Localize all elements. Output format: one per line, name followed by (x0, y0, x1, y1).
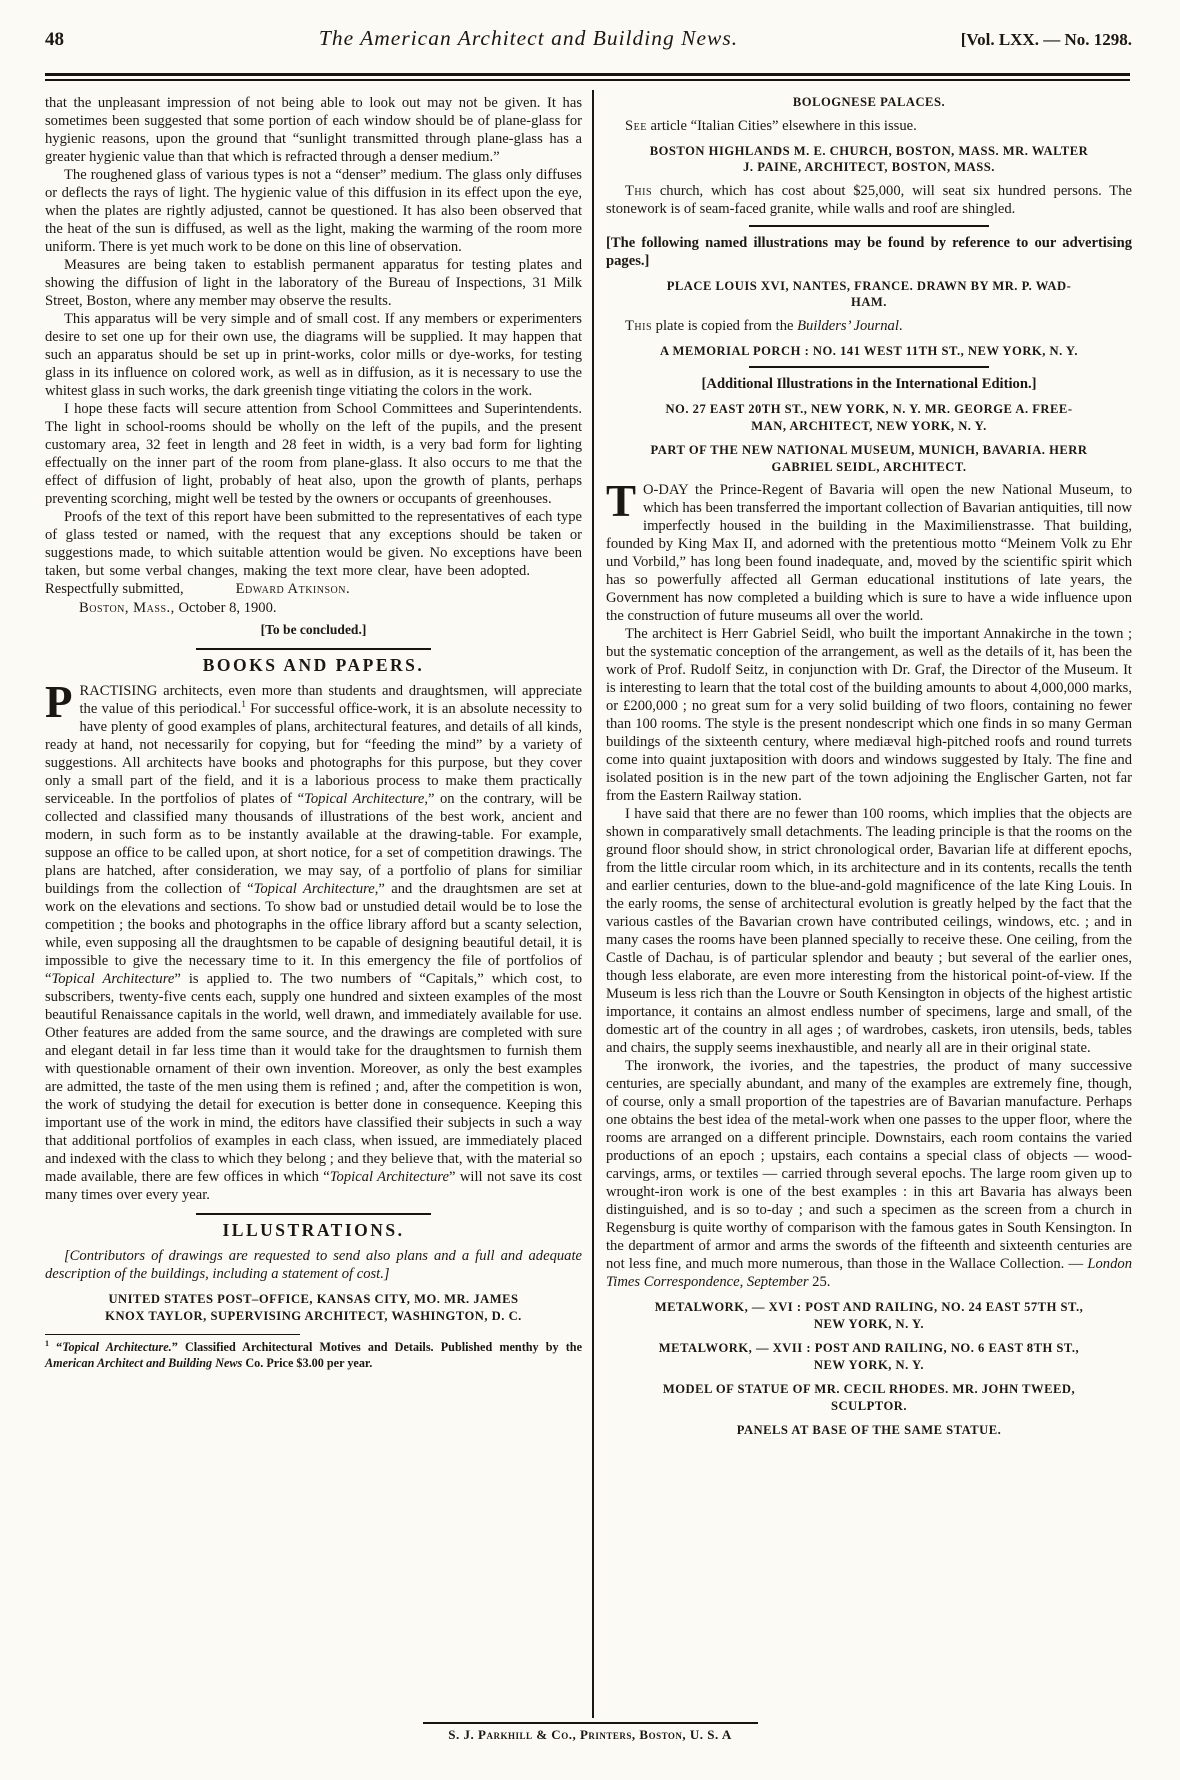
printer-imprint: S. J. Parkhill & Co., Printers, Boston, U. S. A (448, 1727, 732, 1742)
museum-article-paragraph: The ironwork, the ivories, and the tapestries, the product of many successive centuries, are specially abundant, and many of the examples are extremely fine, though, of course, only a small proportion of the tapestries are of Bavarian manufacture. Perhaps one obtains the best idea of the metal-work when one passes to the upper floor, where the rooms are arranged on a different principle. Downstairs, each room contains the varied productions of an epoch ; upstairs, each contains a special class of objects — wood-carvings, arms, or textiles — carried through several epochs. The large room given up to wrought-iron work is one of the best examples : in this art Bavaria has always been distinguished, and is so to-day ; and such a specimen as the screen from a church in Regensburg is quite worthy of comparison with the famous gates in South Kensington. In the department of armor and arms the swords of the fifteenth and sixteenth centuries are not less fine, and much more numerous, than those in the Wallace Collection. — London Times Correspondence, September 25. (606, 1058, 1132, 1290)
footer-rule (423, 1722, 758, 1724)
left-column (45, 94, 582, 1371)
figure-caption-bolognese: BOLOGNESE PALACES. (792, 95, 946, 109)
section-rule (749, 366, 989, 368)
museum-article-paragraph: The architect is Herr Gabriel Seidl, who built the important Annakirche in the town ; but the systematic conception of the arrangement, as well as the details of it, has been the work of Prof. Rudolf Seitz, in conjunction with Dr. Graf, the Director of the Museum. It is interesting to learn that the total cost of the building amounts to about 4,000,000 marks, or £200,000 ; no great sum for a very solid building of two floors, containing no fewer than 100 rooms. The style is the present nondescript which one finds in so many German buildings of the sixteenth century, where mediæval high-pitched roofs and round turrets come into quaint juxtaposition with doors and windows suggested by Italy. The fine and isolated position is in the new part of the town adjoining the Englischer Garten, not far from the Eastern Railway station. (606, 626, 1132, 804)
journal-title: The American Architect and Building News. (318, 26, 739, 50)
footnote: $^1$ “Topical Architecture.” Classified Architectural Motives and Details. Published menthy by the American Architect and Building News Co. Price $3.00 per year. (45, 1338, 582, 1370)
footnote-rule (45, 1334, 300, 1335)
page-number: 48 (45, 29, 64, 50)
section-rule (196, 648, 431, 650)
caption-note: This church, which has cost about $25,000, will seat six hundred persons. The stonework is of seam-faced granite, while walls and roof are shingled. (606, 182, 1132, 217)
figure-caption-panels: PANELS AT BASE OF THE SAME STATUE. (736, 1423, 1002, 1437)
volume-info: [Vol. LXX. — No. 1298. (960, 30, 1132, 49)
figure-caption-boston-church: BOSTON HIGHLANDS M. E. CHURCH, BOSTON, MASS. MR. WALTER J. PAINE, ARCHITECT, BOSTON, MASS. (649, 143, 1089, 174)
figure-caption-metalwork-17: METALWORK, — XVII : POST AND RAILING, NO. 6 EAST 8TH ST., NEW YORK, N. Y. (658, 1341, 1080, 1372)
to-be-concluded-note: [To be concluded.] (260, 622, 367, 637)
drop-cap-letter: P (45, 677, 73, 727)
right-column (606, 94, 1132, 1445)
report-paragraph: This apparatus will be very simple and of small cost. If any members or experimenters desire to set one up for their own use, the diagrams will be supplied. It may happen that such an apparatus should be set up in print-works, color mills or dye-works, for testing glass in its influence on colored work, as well as in diffusion, as it is necessary to use the whitest glass in such works, the dark greenish tinge vitiating the colors in the work. (45, 311, 582, 399)
museum-article-lead (606, 476, 1132, 625)
advertising-pages-note: [The following named illustrations may be found by reference to our advertising pages.] (606, 234, 1132, 269)
column-divider-rule (592, 90, 594, 1718)
caption-note: See article “Italian Cities” elsewhere in this issue. (625, 117, 917, 134)
figure-caption-memorial-porch: A MEMORIAL PORCH : NO. 141 WEST 11TH ST., NEW YORK, N. Y. (659, 343, 1079, 358)
illustrations-heading: ILLUSTRATIONS. (222, 1220, 405, 1240)
figure-caption-post-office: UNITED STATES POST–OFFICE, KANSAS CITY, MO. MR. JAMES KNOX TAYLOR, SUPERVISING ARCHITECT, WASHINGTON, D. C. (105, 1292, 522, 1323)
additional-illustrations-note: [Additional Illustrations in the International Edition.] (701, 376, 1037, 392)
report-paragraph: Measures are being taken to establish permanent apparatus for testing plates and showing the diffusion of light in the laboratory of the Bureau of Inspections, 31 Milk Street, Boston, where any member may observe the results. (45, 257, 582, 309)
figure-caption-east-20th: NO. 27 EAST 20TH ST., NEW YORK, N. Y. MR. GEORGE A. FREE- MAN, ARCHITECT, NEW YORK, N. Y. (665, 402, 1073, 433)
figure-caption-metalwork-16: METALWORK, — XVI : POST AND RAILING, NO. 24 EAST 57TH ST., NEW YORK, N. Y. (654, 1300, 1084, 1331)
books-and-papers-paragraph (45, 677, 582, 1204)
contributors-note: [Contributors of drawings are requested to send also plans and a full and adequate description of the buildings, including a statement of cost.] (45, 1248, 582, 1282)
masthead (45, 26, 1132, 51)
figure-caption-place-louis: PLACE LOUIS XVI, NANTES, FRANCE. DRAWN BY MR. P. WAD- HAM. (666, 278, 1072, 309)
figure-caption-rhodes-statue: MODEL OF STATUE OF MR. CECIL RHODES. MR. JOHN TWEED, SCULPTOR. (662, 1382, 1076, 1413)
report-paragraph: that the unpleasant impression of not being able to look out may not be given. It has sometimes been suggested that some portion of each window should be of plane-glass for hygienic reasons, upon the ground that “sunlight transmitted through plane-glass has a greater hygienic value than that which is refracted through a denser medium.” (45, 95, 582, 165)
report-paragraph: The roughened glass of various types is not a “denser” medium. The glass only diffuses or deflects the rays of light. The hygienic value of this diffusion in its effect upon the eye, when the plates are rightly adjusted, cannot be questioned. It has also been observed that the heat of the sun is diffused, as well as the light, making the warming of the room more uniform. There is yet much work to be done on this line of observation. (45, 167, 582, 255)
figure-caption-national-museum: PART OF THE NEW NATIONAL MUSEUM, MUNICH, BAVARIA. HERR GABRIEL SEIDL, ARCHITECT. (650, 443, 1088, 474)
page-footer (0, 1722, 1180, 1743)
header-double-rule (45, 73, 1130, 81)
report-paragraph: I hope these facts will secure attention from School Committees and Superintendents. The light in school-rooms should be wholly on the left of the pupils, and the present customary area, 32 feet in length and 28 feet in width, is a very bad form for lighting effectually on the inner part of the room from plane-glass. It also occurs to me that the effect of diffusion of light, probably of heat also, upon the growth of plants, perhaps preventing scorching, might well be tested by the owners or occupants of greenhouses. (45, 401, 582, 507)
caption-note: This plate is copied from the Builders’ Journal. (625, 317, 903, 334)
museum-article-lead-text: O-DAY the Prince-Regent of Bavaria will open the new National Museum, to which has been transferred the important collection of Bavarian antiquities, till now imperfectly housed in the building in the Maximilienstrasse. That building, founded by King Max II, and adorned with the pretentious motto “Meinem Volk zu Ehr und Vorbild,” has long been found inadequate, and, moved by the scientific spirit which has so powerfully affected all German educational institutions of late years, the Government has now completed a building which is sure to have a wide influence upon the construction of future museums all over the world. (606, 482, 1132, 624)
museum-article-paragraph: I have said that there are no fewer than 100 rooms, which implies that the objects are shown in comparatively small detachments. The leading principle is that the rooms on the ground floor should show, in strict chronological order, Bavarian life at different epochs, from the little circular room which, in its architecture and in its contents, recalls the tenth and earlier centuries, down to the blue-and-gold magnificence of the late King Louis. In the early rooms, the sense of architectural evolution is greatly helped by the fact that the various castles of the Bavarian crown have contributed ceilings, windows, etc. ; and in many cases the rooms have been planned specially to receive these. One ceiling, from the Castle of Dachau, is of particular splendor and beauty ; but several of the earlier ones, though less elaborate, are even more interesting from the historical point-of-view. If the Museum is less rich than the Louvre or South Kensington in objects of the highest artistic importance, it contains an almost endless number of specimens, large and small, of the domestic art of the country in all ages ; of wardrobes, caskets, iron utensils, beds, tables and chairs, the supply seems inexhaustible, and nearly all are in their original state. (606, 806, 1132, 1056)
books-and-papers-heading: BOOKS AND PAPERS. (202, 655, 425, 675)
drop-cap-letter: T (606, 476, 637, 526)
report-closing-paragraph: Proofs of the text of this report have been submitted to the representatives of each type of glass tested or named, with the request that any exceptions should be taken or suggestions made, to which suitable attention would be given. No exceptions have been taken, but some verbal changes, making the text more clear, have been adopted.Respectfully submitted, Edward Atkinson. (45, 509, 582, 597)
section-rule (749, 225, 989, 227)
dateline: Boston, Mass., October 8, 1900. (79, 600, 277, 616)
section-rule (196, 1213, 431, 1215)
books-and-papers-text: RACTISING architects, even more than students and draughtsmen, will appreciate the value of this periodical.$^1$ For successful office-work, it is an absolute necessity to have plenty of good examples of plans, architectural features, and details of all kinds, ready at hand, not necessarily for copying, but for “feeding the mind” by a variety of suggestions. All architects have books and photographs for this purpose, but they cover only a small part of the field, and it is a laborious process to make them practically serviceable. In the portfolios of plates of “Topical Architecture,” on the contrary, will be collected and classified many thousands of illustrations of the best work, ancient and modern, in such form as to be instantly available at the drawing-table. For example, suppose an office to be called upon, at short notice, for a set of competition drawings. The plans are hatched, after consideration, we may say, of a portfolio of plans for similiar buildings from the collection of “Topical Architecture,” and the draughtsmen are set at work on the elevations and sections. To show bad or unstudied detail would be to lose the competition ; the books and photographs in the office library afford but a scanty selection, while, even supposing all the draughtsmen to be capable of designing beautiful detail, it is impossible to give the necessary time to it. In this emergency the file of portfolios of “Topical Architecture” is applied to. The two numbers of “Capitals,” which cost, to subscribers, twenty-five cents each, supply one hundred and sixteen examples of the most beautiful Renaissance capitals in the world, well drawn, and immediately available for use. Other features are added from the same source, and the drawings are completed with sure and elegant detail in far less time than it would take for the draughtsmen to furnish them with questionable ornament of their own invention. Moreover, as only the best examples are admitted, the taste of the men using them is refined ; and, after the competition is won, the work of studying the detail for execution is better done in consequence. Keeping this important use of the work in mind, the editors have classified their subjects in such a way that additional portfolios of examples in each class, when issued, are immediately placed and indexed with the class to which they belong ; and they believe that, with the material so made available, there are few offices in which “Topical Architecture” will not save its cost many times over every year. (45, 683, 582, 1203)
